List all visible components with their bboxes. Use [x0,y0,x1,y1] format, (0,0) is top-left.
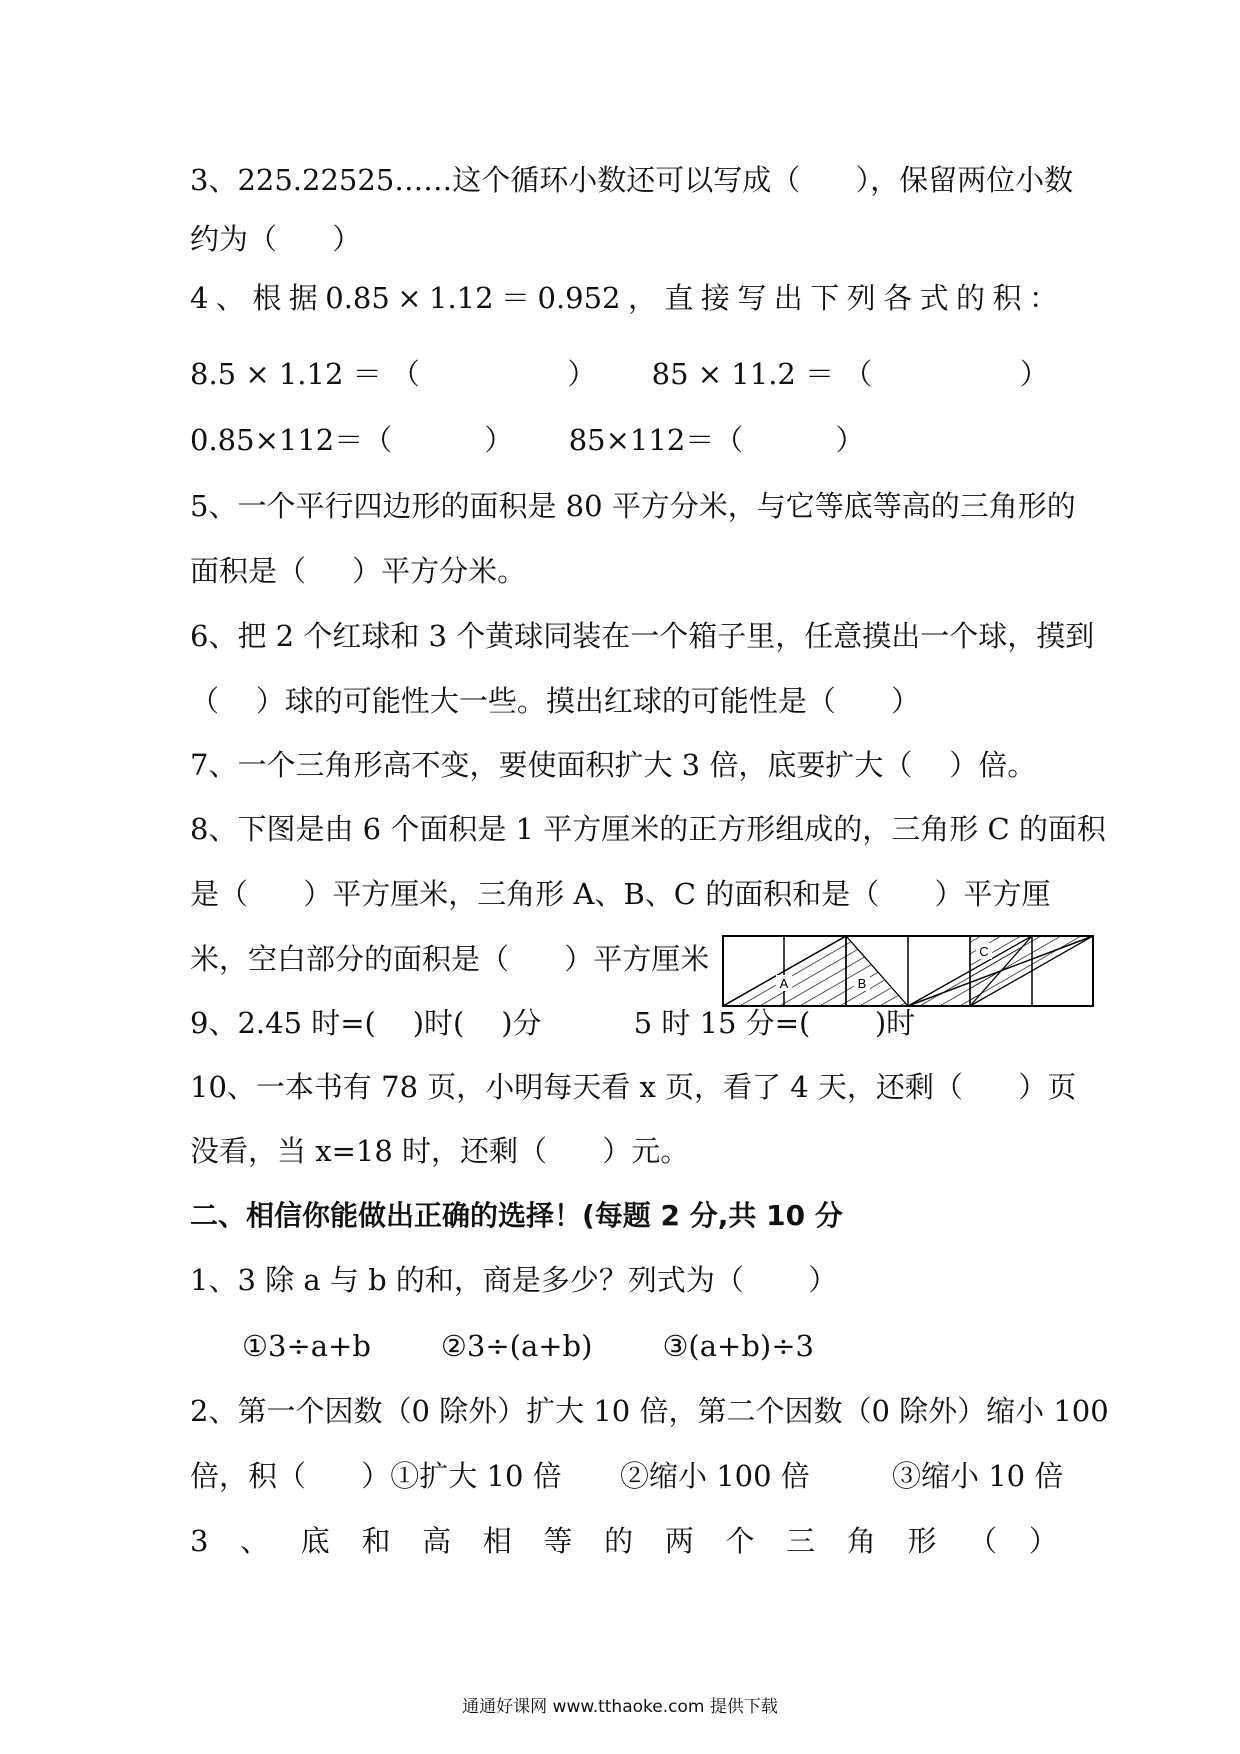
option: ③(a+b)÷3 [662,1329,814,1363]
q8-line1: 8、下图是由 6 个面积是 1 平方厘米的正方形组成的，三角形 C 的面积 [190,812,1106,846]
q5-line2: 面积是（ ）平方分米。 [190,554,527,588]
option: ①3÷a+b [242,1329,371,1363]
triangle-b [846,936,908,1006]
s2-q2-line1: 2、第一个因数（0 除外）扩大 10 倍，第二个因数（0 除外）缩小 100 [190,1394,1109,1428]
q4-char: 式 [919,281,949,315]
q10-line2: 没看，当 x=18 时，还剩（ ）元。 [190,1134,690,1168]
s2-q3-char: 等 [543,1524,573,1558]
q4-char: 接 [700,281,730,315]
s2-q3-char: 的 [604,1524,634,1558]
q8-line2: 是（ ）平方厘米，三角形 A、B、C 的面积和是（ ）平方厘 [190,877,1051,911]
s2-q3-char: 相 [482,1524,512,1558]
s2-q3-char: （ [968,1524,998,1558]
q7-line: 7、一个三角形高不变，要使面积扩大 3 倍，底要扩大（ ）倍。 [190,748,1037,782]
q5-line1: 5、一个平行四边形的面积是 80 平方分米，与它等底等高的三角形的 [190,489,1076,523]
q4-char: 据 [288,281,318,315]
s2-q3-char: 3 [190,1524,209,1558]
q3-line2: 约为（ ） [190,222,362,256]
s2-q2-line2: 倍，积（ ）①扩大 10 倍 [190,1459,562,1493]
label-a: A [779,976,789,991]
q4-char: ： [1028,281,1058,315]
page-footer: 通通好课网 www.tthaoke.com 提供下载 [462,1697,778,1717]
q4-char: 列 [846,281,876,315]
s2-q3-char: 和 [361,1524,391,1558]
q4-char: 1.12 [429,281,494,315]
q3-line1: 3、225.22525……这个循环小数还可以写成（ ），保留两位小数 [190,163,1074,197]
q4-char: 出 [773,281,803,315]
s2-q3-char: 角 [846,1524,876,1558]
q8-line3: 米，空白部分的面积是（ ）平方厘米 [190,942,710,976]
q4-line2: 8.5 × 1.12 ＝ （ ） 85 × 11.2 ＝ （ ） [190,357,1049,391]
q4-char: × [397,281,422,315]
q4-char: 4 [190,281,209,315]
q4-char: 、 [215,281,245,315]
q4-line1 [190,278,1058,318]
s2-q3-char: 底 [300,1524,330,1558]
q4-char: ， [627,281,657,315]
s2-q3-char: 高 [422,1524,452,1558]
s2-q3-char: 形 [907,1524,937,1558]
q4-char: 积 [992,281,1022,315]
option: ②3÷(a+b) [440,1329,593,1363]
s2-q3-line [190,1521,1058,1561]
q6-line1: 6、把 2 个红球和 3 个黄球同装在一个箱子里，任意摸出一个球，摸到 [190,619,1095,653]
q4-char: 写 [737,281,767,315]
s2-q2-option3: ③缩小 10 倍 [892,1459,1064,1493]
q4-char: 各 [883,281,913,315]
q4-char: 0.85 [325,281,390,315]
s2-q3-char: 三 [786,1524,816,1558]
s2-q2-option2: ②缩小 100 倍 [620,1459,810,1493]
s2-q3-char: 两 [664,1524,694,1558]
s2-q3-char: 、 [240,1524,270,1558]
s2-q3-char: ） [1028,1524,1058,1558]
squares-triangles-figure [722,935,1094,1007]
q4-char: 下 [810,281,840,315]
q4-char: 的 [956,281,986,315]
q6-line2: （ ）球的可能性大一些。摸出红球的可能性是（ ） [190,684,921,718]
q4-char: 根 [252,281,282,315]
label-b: B [857,976,867,991]
s2-q1-line: 1、3 除 a 与 b 的和，商是多少？列式为（ ） [190,1263,838,1297]
q4-char: 直 [664,281,694,315]
section2-heading: 二、相信你能做出正确的选择！(每题 2 分,共 10 分 [190,1199,843,1232]
label-c: C [979,944,989,959]
q9-line: 9、2.45 时=( )时( )分 5 时 15 分=( )时 [190,1006,916,1040]
s2-q3-char: 个 [725,1524,755,1558]
q10-line1: 10、一本书有 78 页，小明每天看 x 页，看了 4 天，还剩（ ）页 [190,1070,1077,1104]
q4-char: ＝ [501,281,531,315]
s2-q1-options [242,1326,814,1366]
q4-line3: 0.85×112＝（ ） 85×112＝（ ） [190,423,865,457]
q4-char: 0.952 [537,281,621,315]
